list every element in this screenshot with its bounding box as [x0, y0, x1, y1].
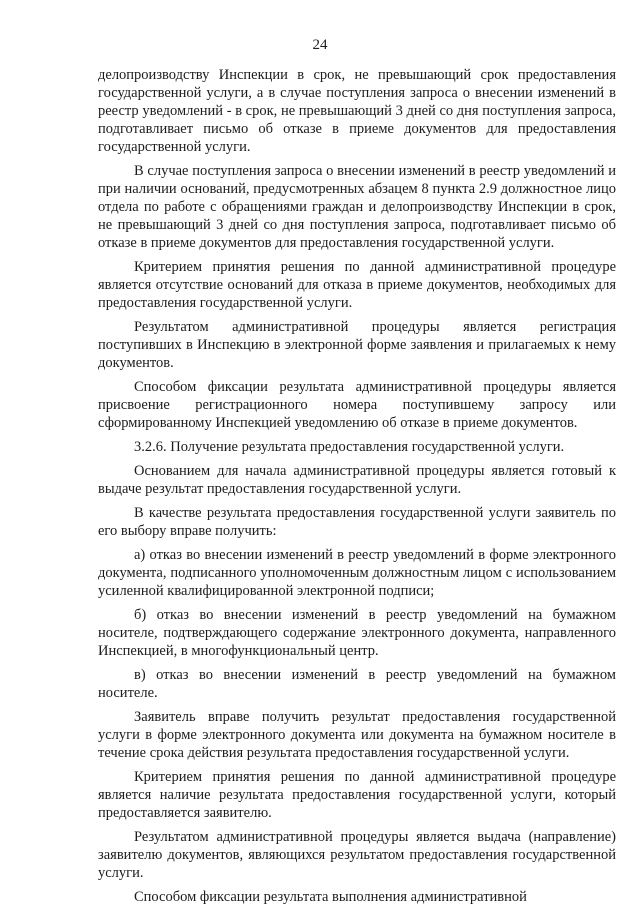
paragraph: Критерием принятия решения по данной административной процедуре является отсутствие оснований для отказа в приеме документов, необходимых для предоставления государственной услуги. — [98, 259, 616, 311]
paragraph: Способом фиксации результата выполнения административной — [134, 889, 527, 905]
section-heading: 3.2.6. Получение результата предоставления государственной услуги. — [134, 439, 565, 455]
paragraph: делопроизводству Инспекции в срок, не превышающий срок предоставления государственной услуги, а в случае поступления запроса о внесении изменений в реестр уведомлений - в срок, не превышающий 3 дней со дня поступления запроса, подготавливает письмо об отказе в приеме документов для предоставления государственной услуги. — [98, 67, 616, 155]
document-body — [98, 66, 616, 906]
paragraph: В качестве результата предоставления государственной услуги заявитель по его выбору вправе получить: — [98, 505, 616, 539]
paragraph: Результатом административной процедуры является регистрация поступивших в Инспекцию в электронной форме заявления и прилагаемых к нему документов. — [98, 319, 616, 371]
paragraph: Основанием для начала административной процедуры является готовый к выдаче результат предоставления государственной услуги. — [98, 463, 616, 497]
list-item: а) отказ во внесении изменений в реестр уведомлений в форме электронного документа, подписанного уполномоченным должностным лицом с использованием усиленной квалифицированной электронной подписи; — [98, 547, 616, 599]
paragraph: В случае поступления запроса о внесении изменений в реестр уведомлений и при наличии оснований, предусмотренных абзацем 8 пункта 2.9 должностное лицо отдела по работе с обращениями граждан и делопроизводству Инспекции в срок, не превышающий 3 дней со дня поступления запроса, подготавливает письмо об отказе в приеме документов для предоставления государственной услуги. — [98, 163, 616, 251]
page-number: 24 — [312, 37, 328, 53]
paragraph: Результатом административной процедуры является выдача (направление) заявителю документов, являющихся результатом предоставления государственной услуги. — [98, 829, 616, 881]
list-item: б) отказ во внесении изменений в реестр уведомлений на бумажном носителе, подтверждающего содержание электронного документа, направленного Инспекцией, в многофункциональный центр. — [98, 607, 616, 659]
list-item: в) отказ во внесении изменений в реестр уведомлений на бумажном носителе. — [98, 667, 616, 701]
paragraph: Способом фиксации результата административной процедуры является присвоение регистрационного номера поступившему запросу или сформированному Инспекцией уведомлению об отказе в приеме документов. — [98, 379, 616, 431]
paragraph: Критерием принятия решения по данной административной процедуре является наличие результата предоставления государственной услуги, который предоставляется заявителю. — [98, 769, 616, 821]
paragraph: Заявитель вправе получить результат предоставления государственной услуги в форме электронного документа или документа на бумажном носителе в течение срока действия результата предоставления государственной услуги. — [98, 709, 616, 761]
